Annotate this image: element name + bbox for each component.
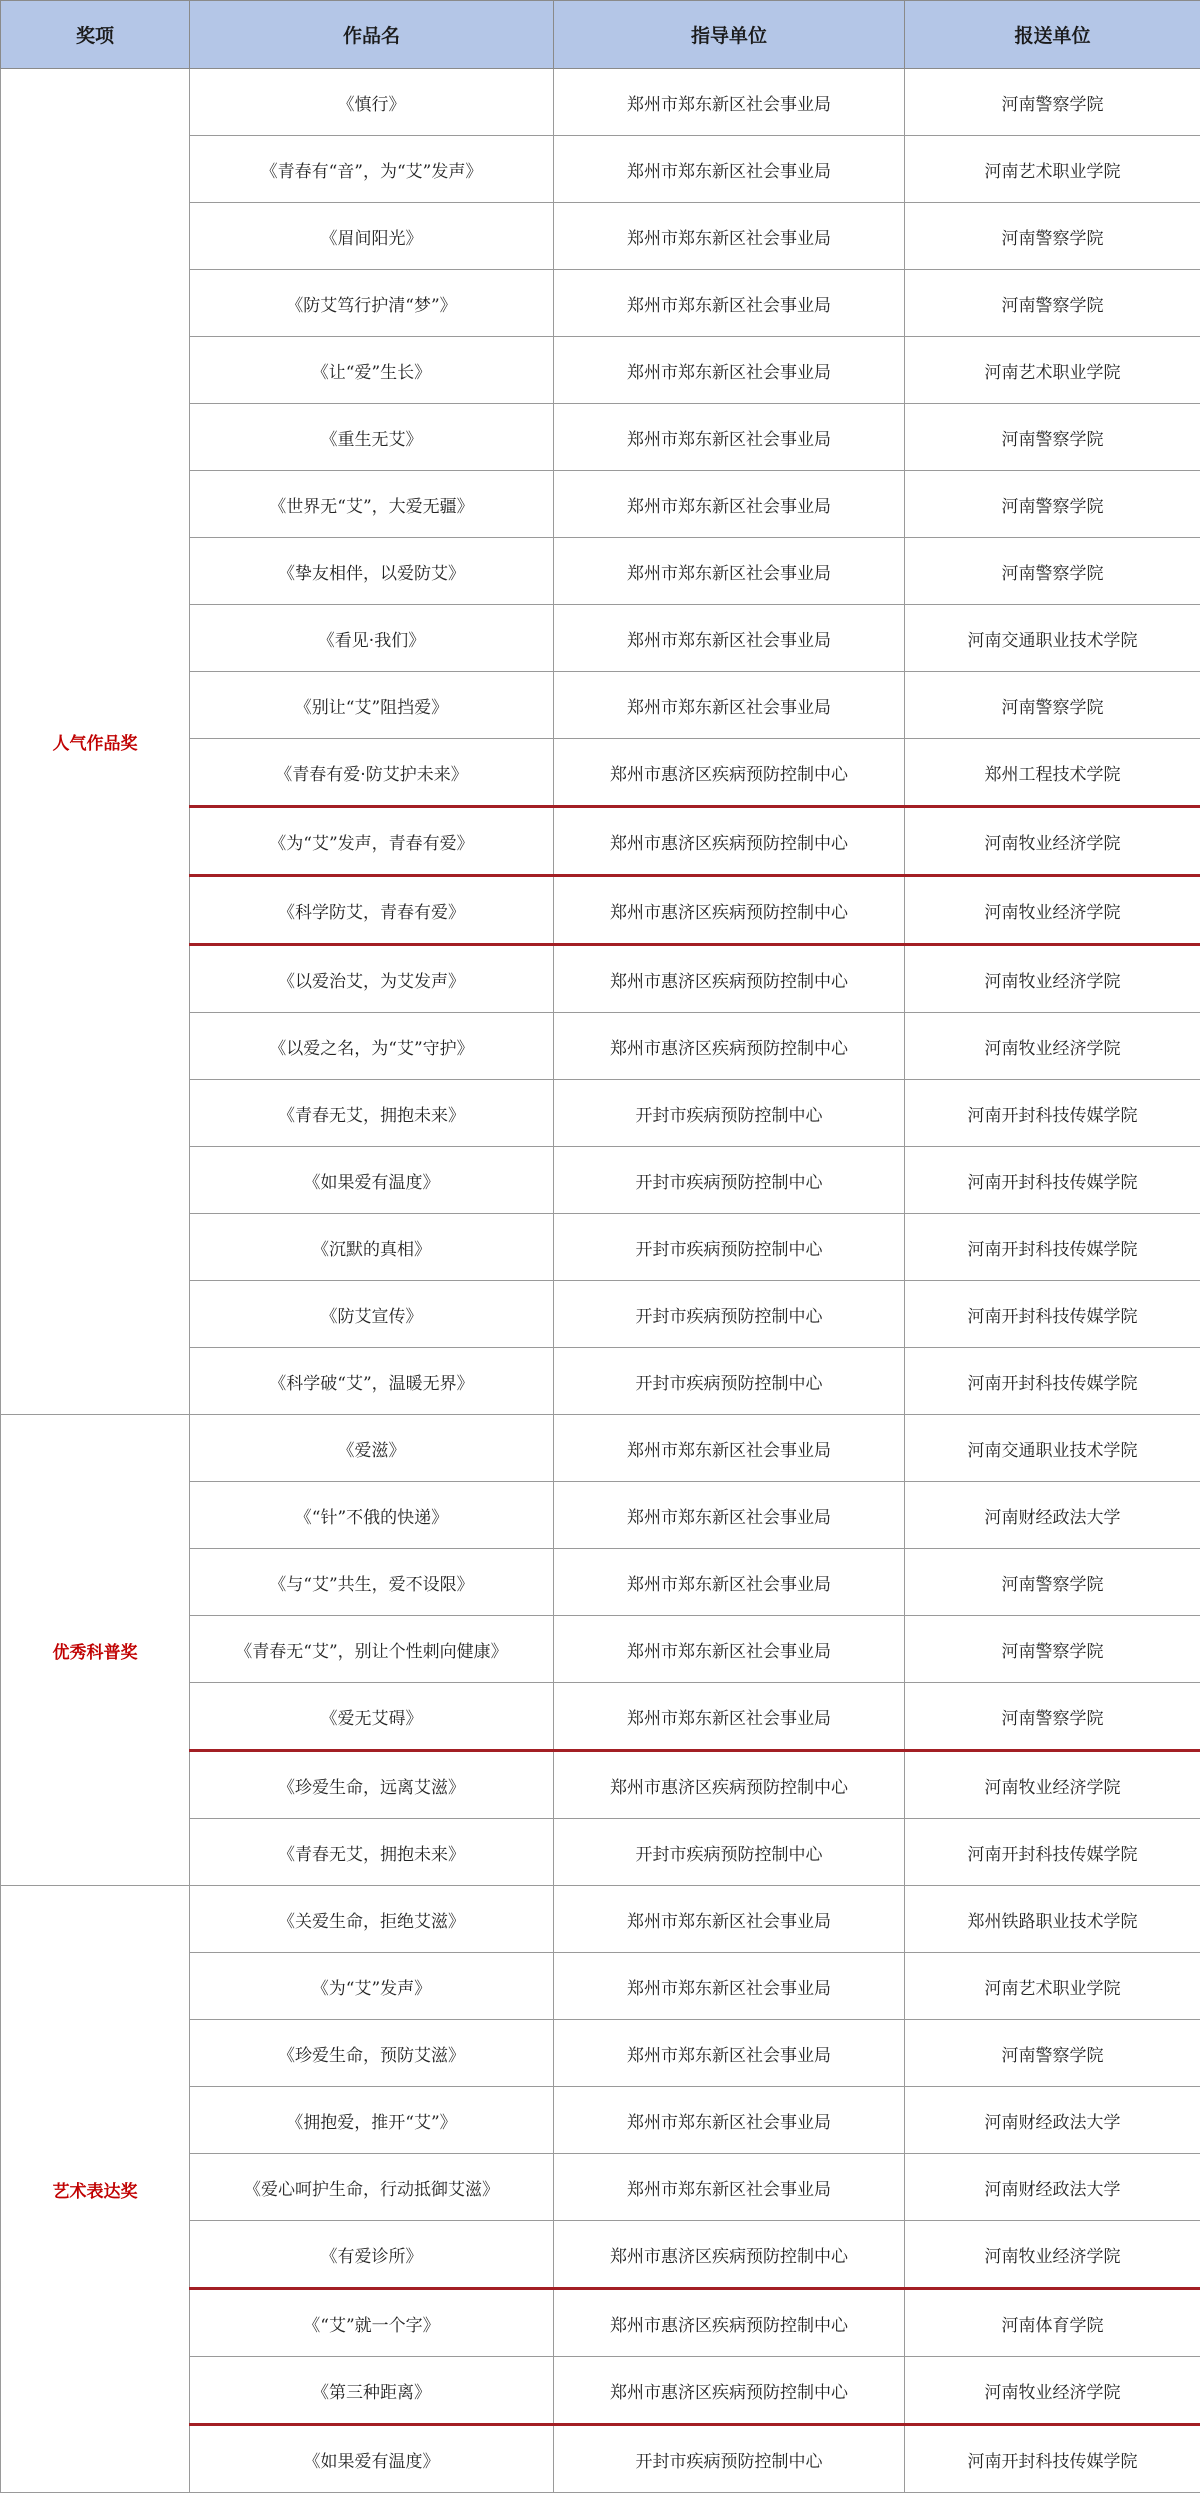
- guiding-unit-cell: 开封市疾病预防控制中心: [554, 1214, 905, 1281]
- work-name-cell: 《有爱诊所》: [190, 2221, 554, 2289]
- submitting-unit-cell: 河南牧业经济学院: [905, 876, 1200, 945]
- submitting-unit-cell: 河南牧业经济学院: [905, 2357, 1200, 2425]
- submitting-unit-cell: 河南开封科技传媒学院: [905, 1281, 1200, 1348]
- submitting-unit-cell: 河南体育学院: [905, 2289, 1200, 2357]
- work-name-cell: 《以爱治艾，为艾发声》: [190, 945, 554, 1013]
- award-category: 艺术表达奖: [1, 1886, 190, 2493]
- submitting-unit-cell: 河南开封科技传媒学院: [905, 2425, 1200, 2493]
- submitting-unit-cell: 河南牧业经济学院: [905, 1751, 1200, 1819]
- guiding-unit-cell: 开封市疾病预防控制中心: [554, 1080, 905, 1147]
- work-name-cell: 《第三种距离》: [190, 2357, 554, 2425]
- guiding-unit-cell: 开封市疾病预防控制中心: [554, 1281, 905, 1348]
- submitting-unit-cell: 河南牧业经济学院: [905, 2221, 1200, 2289]
- submitting-unit-cell: 河南艺术职业学院: [905, 1953, 1200, 2020]
- submitting-unit-cell: 河南交通职业技术学院: [905, 1415, 1200, 1482]
- guiding-unit-cell: 郑州市郑东新区社会事业局: [554, 1549, 905, 1616]
- guiding-unit-cell: 开封市疾病预防控制中心: [554, 1147, 905, 1214]
- header-submitting-unit: 报送单位: [905, 1, 1200, 69]
- work-name-cell: 《青春无艾，拥抱未来》: [190, 1080, 554, 1147]
- table-row: [1, 1886, 1200, 1953]
- award-category: 优秀科普奖: [1, 1415, 190, 1886]
- guiding-unit-cell: 郑州市郑东新区社会事业局: [554, 605, 905, 672]
- submitting-unit-cell: 河南牧业经济学院: [905, 807, 1200, 876]
- guiding-unit-cell: 郑州市惠济区疾病预防控制中心: [554, 2221, 905, 2289]
- work-name-cell: 《为“艾”发声，青春有爱》: [190, 807, 554, 876]
- work-name-cell: 《爱无艾碍》: [190, 1683, 554, 1751]
- submitting-unit-cell: 河南财经政法大学: [905, 1482, 1200, 1549]
- work-name-cell: 《重生无艾》: [190, 404, 554, 471]
- award-category: 人气作品奖: [1, 69, 190, 1415]
- guiding-unit-cell: 郑州市郑东新区社会事业局: [554, 69, 905, 136]
- work-name-cell: 《别让“艾”阻挡爱》: [190, 672, 554, 739]
- work-name-cell: 《防艾笃行护清“梦”》: [190, 270, 554, 337]
- submitting-unit-cell: 河南警察学院: [905, 2020, 1200, 2087]
- guiding-unit-cell: 郑州市郑东新区社会事业局: [554, 2020, 905, 2087]
- submitting-unit-cell: 河南艺术职业学院: [905, 136, 1200, 203]
- submitting-unit-cell: 河南开封科技传媒学院: [905, 1348, 1200, 1415]
- work-name-cell: 《爱滋》: [190, 1415, 554, 1482]
- guiding-unit-cell: 郑州市郑东新区社会事业局: [554, 404, 905, 471]
- guiding-unit-cell: 郑州市郑东新区社会事业局: [554, 1683, 905, 1751]
- guiding-unit-cell: 郑州市郑东新区社会事业局: [554, 672, 905, 739]
- work-name-cell: 《“艾”就一个字》: [190, 2289, 554, 2357]
- work-name-cell: 《青春无“艾”，别让个性刺向健康》: [190, 1616, 554, 1683]
- guiding-unit-cell: 郑州市郑东新区社会事业局: [554, 203, 905, 270]
- submitting-unit-cell: 河南警察学院: [905, 69, 1200, 136]
- work-name-cell: 《防艾宣传》: [190, 1281, 554, 1348]
- submitting-unit-cell: 河南开封科技传媒学院: [905, 1080, 1200, 1147]
- guiding-unit-cell: 郑州市郑东新区社会事业局: [554, 2154, 905, 2221]
- work-name-cell: 《青春有爱·防艾护未来》: [190, 739, 554, 807]
- guiding-unit-cell: 郑州市郑东新区社会事业局: [554, 1616, 905, 1683]
- submitting-unit-cell: 河南警察学院: [905, 1616, 1200, 1683]
- submitting-unit-cell: 河南警察学院: [905, 538, 1200, 605]
- guiding-unit-cell: 郑州市惠济区疾病预防控制中心: [554, 807, 905, 876]
- submitting-unit-cell: 河南开封科技传媒学院: [905, 1819, 1200, 1886]
- guiding-unit-cell: 郑州市郑东新区社会事业局: [554, 1886, 905, 1953]
- guiding-unit-cell: 郑州市惠济区疾病预防控制中心: [554, 2289, 905, 2357]
- guiding-unit-cell: 郑州市惠济区疾病预防控制中心: [554, 1013, 905, 1080]
- work-name-cell: 《让“爱”生长》: [190, 337, 554, 404]
- guiding-unit-cell: 郑州市惠济区疾病预防控制中心: [554, 876, 905, 945]
- work-name-cell: 《看见·我们》: [190, 605, 554, 672]
- work-name-cell: 《青春有“音”，为“艾”发声》: [190, 136, 554, 203]
- work-name-cell: 《以爱之名，为“艾”守护》: [190, 1013, 554, 1080]
- submitting-unit-cell: 河南财经政法大学: [905, 2087, 1200, 2154]
- work-name-cell: 《珍爱生命，预防艾滋》: [190, 2020, 554, 2087]
- submitting-unit-cell: 河南警察学院: [905, 471, 1200, 538]
- work-name-cell: 《世界无“艾”，大爱无疆》: [190, 471, 554, 538]
- table-body: [1, 69, 1200, 2493]
- submitting-unit-cell: 河南牧业经济学院: [905, 945, 1200, 1013]
- submitting-unit-cell: 河南警察学院: [905, 404, 1200, 471]
- submitting-unit-cell: 河南开封科技传媒学院: [905, 1147, 1200, 1214]
- header-work-name: 作品名: [190, 1, 554, 69]
- header-row: [1, 1, 1200, 69]
- guiding-unit-cell: 郑州市郑东新区社会事业局: [554, 337, 905, 404]
- work-name-cell: 《青春无艾，拥抱未来》: [190, 1819, 554, 1886]
- submitting-unit-cell: 河南开封科技传媒学院: [905, 1214, 1200, 1281]
- work-name-cell: 《“针”不俄的快递》: [190, 1482, 554, 1549]
- work-name-cell: 《科学破“艾”，温暖无界》: [190, 1348, 554, 1415]
- guiding-unit-cell: 开封市疾病预防控制中心: [554, 1348, 905, 1415]
- header-guiding-unit: 指导单位: [554, 1, 905, 69]
- guiding-unit-cell: 开封市疾病预防控制中心: [554, 2425, 905, 2493]
- guiding-unit-cell: 郑州市惠济区疾病预防控制中心: [554, 945, 905, 1013]
- guiding-unit-cell: 郑州市惠济区疾病预防控制中心: [554, 2357, 905, 2425]
- guiding-unit-cell: 郑州市郑东新区社会事业局: [554, 1415, 905, 1482]
- work-name-cell: 《沉默的真相》: [190, 1214, 554, 1281]
- submitting-unit-cell: 河南警察学院: [905, 203, 1200, 270]
- table-header: [1, 1, 1200, 69]
- work-name-cell: 《眉间阳光》: [190, 203, 554, 270]
- work-name-cell: 《如果爱有温度》: [190, 2425, 554, 2493]
- work-name-cell: 《如果爱有温度》: [190, 1147, 554, 1214]
- submitting-unit-cell: 郑州铁路职业技术学院: [905, 1886, 1200, 1953]
- submitting-unit-cell: 河南财经政法大学: [905, 2154, 1200, 2221]
- submitting-unit-cell: 河南牧业经济学院: [905, 1013, 1200, 1080]
- guiding-unit-cell: 郑州市郑东新区社会事业局: [554, 2087, 905, 2154]
- work-name-cell: 《慎行》: [190, 69, 554, 136]
- work-name-cell: 《为“艾”发声》: [190, 1953, 554, 2020]
- work-name-cell: 《与“艾”共生，爱不设限》: [190, 1549, 554, 1616]
- work-name-cell: 《珍爱生命，远离艾滋》: [190, 1751, 554, 1819]
- submitting-unit-cell: 河南警察学院: [905, 672, 1200, 739]
- guiding-unit-cell: 郑州市郑东新区社会事业局: [554, 1953, 905, 2020]
- guiding-unit-cell: 郑州市惠济区疾病预防控制中心: [554, 1751, 905, 1819]
- guiding-unit-cell: 郑州市郑东新区社会事业局: [554, 538, 905, 605]
- submitting-unit-cell: 郑州工程技术学院: [905, 739, 1200, 807]
- work-name-cell: 《关爱生命，拒绝艾滋》: [190, 1886, 554, 1953]
- guiding-unit-cell: 郑州市惠济区疾病预防控制中心: [554, 739, 905, 807]
- table-row: [1, 1415, 1200, 1482]
- guiding-unit-cell: 郑州市郑东新区社会事业局: [554, 270, 905, 337]
- guiding-unit-cell: 郑州市郑东新区社会事业局: [554, 136, 905, 203]
- guiding-unit-cell: 郑州市郑东新区社会事业局: [554, 1482, 905, 1549]
- submitting-unit-cell: 河南艺术职业学院: [905, 337, 1200, 404]
- work-name-cell: 《爱心呵护生命，行动抵御艾滋》: [190, 2154, 554, 2221]
- work-name-cell: 《科学防艾，青春有爱》: [190, 876, 554, 945]
- submitting-unit-cell: 河南交通职业技术学院: [905, 605, 1200, 672]
- guiding-unit-cell: 开封市疾病预防控制中心: [554, 1819, 905, 1886]
- header-award: 奖项: [1, 1, 190, 69]
- work-name-cell: 《挚友相伴，以爱防艾》: [190, 538, 554, 605]
- submitting-unit-cell: 河南警察学院: [905, 270, 1200, 337]
- work-name-cell: 《拥抱爱，推开“艾”》: [190, 2087, 554, 2154]
- submitting-unit-cell: 河南警察学院: [905, 1549, 1200, 1616]
- submitting-unit-cell: 河南警察学院: [905, 1683, 1200, 1751]
- guiding-unit-cell: 郑州市郑东新区社会事业局: [554, 471, 905, 538]
- table-row: [1, 69, 1200, 136]
